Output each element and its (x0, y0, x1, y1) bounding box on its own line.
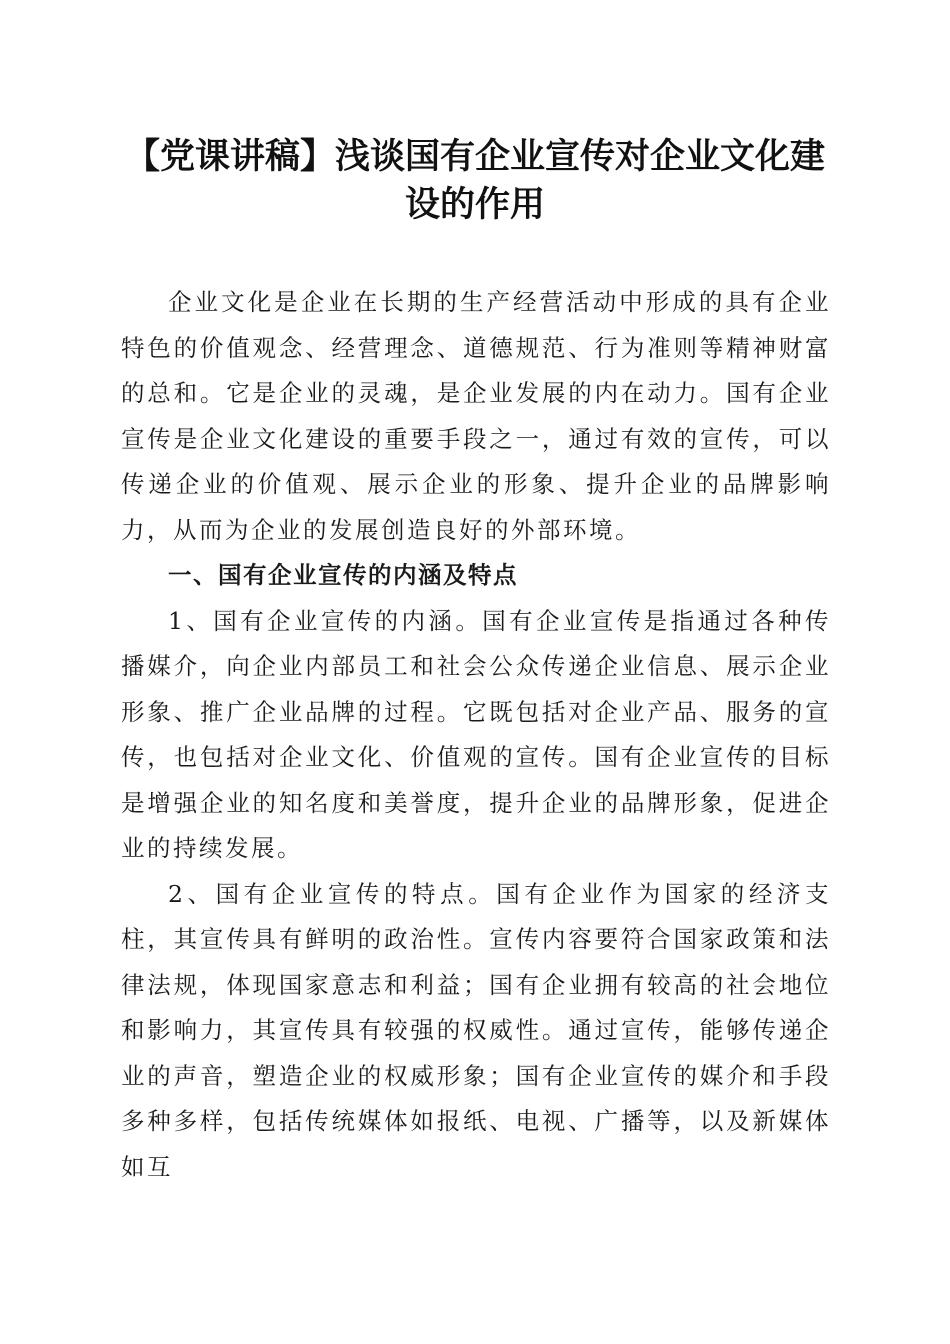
body-paragraph: 1、国有企业宣传的内涵。国有企业宣传是指通过各种传播媒介，向企业内部员工和社会公众传递企业信息、展示企业形象、推广企业品牌的过程。它既包括对企业产品、服务的宣传，也包括对企业文化、价值观的宣传。国有企业宣传的目标是增强企业的知名度和美誉度，提升企业的品牌形象，促进企业的持续发展。 (121, 606, 831, 862)
document-body (121, 280, 831, 1190)
intro-paragraph: 企业文化是企业在长期的生产经营活动中形成的具有企业特色的价值观念、经营理念、道德规范、行为准则等精神财富的总和。它是企业的灵魂，是企业发展的内在动力。国有企业宣传是企业文化建设的重要手段之一，通过有效的宣传，可以传递企业的价值观、展示企业的形象、提升企业的品牌影响力，从而为企业的发展创造良好的外部环境。 (121, 288, 831, 544)
section-heading: 一、国有企业宣传的内涵及特点 (168, 561, 518, 589)
document-title: 【党课讲稿】浅谈国有企业宣传对企业文化建设的作用 (124, 137, 825, 225)
body-paragraph: 2、国有企业宣传的特点。国有企业作为国家的经济支柱，其宣传具有鲜明的政治性。宣传内容要符合国家政策和法律法规，体现国家意志和利益；国有企业拥有较高的社会地位和影响力，其宣传具有较强的权威性。通过宣传，能够传递企业的声音，塑造企业的权威形象；国有企业宣传的媒介和手段多种多样，包括传统媒体如报纸、电视、广播等，以及新媒体如互 (121, 879, 831, 1181)
